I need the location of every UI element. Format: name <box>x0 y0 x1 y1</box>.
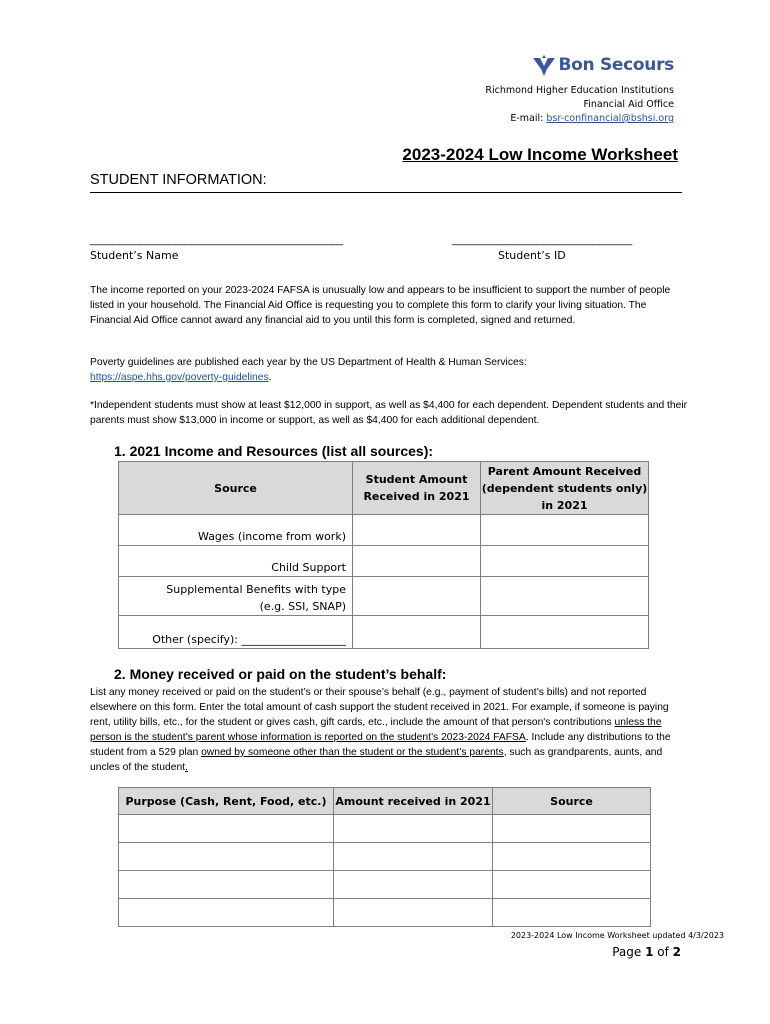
wages-label: Wages (income from work) <box>119 515 353 546</box>
amount-cell[interactable] <box>334 815 493 843</box>
wages-parent-cell[interactable] <box>481 515 649 546</box>
table-row <box>119 815 651 843</box>
page-of: of <box>653 945 673 959</box>
section2-underline-2: owned by someone other than the student or the student’s parents <box>201 747 504 758</box>
wages-student-cell[interactable] <box>353 515 481 546</box>
page-total: 2 <box>672 945 681 959</box>
child-support-parent-cell[interactable] <box>481 546 649 577</box>
other-student-cell[interactable] <box>353 616 481 649</box>
brand-name: Bon Secours <box>558 55 674 75</box>
student-id-line[interactable]: ________________________________ <box>452 234 632 246</box>
independent-paragraph: *Independent students must show at least $12,000 in support, as well as $4,400 for each dependent. Dependent students and their parents must show $13,000 in income or support, as well as $4,400 for each additional dependent. <box>90 400 688 426</box>
poverty-guidelines-link[interactable]: https://aspe.hhs.gov/poverty-guidelines <box>90 372 269 383</box>
purpose-cell[interactable] <box>119 871 334 899</box>
purpose-column-header: Purpose (Cash, Rent, Food, etc.) <box>119 788 334 815</box>
child-support-label: Child Support <box>119 546 353 577</box>
email-line <box>485 112 674 126</box>
source-cell[interactable] <box>493 871 651 899</box>
amount-cell[interactable] <box>334 843 493 871</box>
table-row <box>119 577 649 616</box>
section2-paragraph <box>90 685 690 775</box>
table-row <box>119 899 651 927</box>
email-link[interactable]: bsr-confinancial@bshsi.org <box>546 113 674 124</box>
footer-update-note: 2023-2024 Low Income Worksheet updated 4/3/2023 <box>510 931 724 940</box>
supplemental-parent-cell[interactable] <box>481 577 649 616</box>
student-info-heading: STUDENT INFORMATION: <box>90 172 267 188</box>
section2-heading: 2. Money received or paid on the student’s behalf: <box>114 666 447 682</box>
child-support-student-cell[interactable] <box>353 546 481 577</box>
bon-secours-logo <box>531 52 675 78</box>
source-cell[interactable] <box>493 843 651 871</box>
source-column-header: Source <box>119 462 353 515</box>
institution-name: Richmond Higher Education Institutions <box>485 85 674 96</box>
document-title: 2023-2024 Low Income Worksheet <box>402 145 678 164</box>
email-label: E-mail: <box>510 113 547 124</box>
purpose-cell[interactable] <box>119 843 334 871</box>
income-resources-table <box>118 461 649 649</box>
student-id-label: Student’s ID <box>498 249 566 262</box>
table-row <box>119 843 651 871</box>
office-name: Financial Aid Office <box>583 99 674 110</box>
other-parent-cell[interactable] <box>481 616 649 649</box>
amount-cell[interactable] <box>334 871 493 899</box>
poverty-paragraph <box>90 355 690 385</box>
purpose-cell[interactable] <box>119 815 334 843</box>
student-name-line[interactable]: _____________________________________________ <box>90 234 343 246</box>
source-cell[interactable] <box>493 815 651 843</box>
student-name-label: Student’s Name <box>90 249 179 262</box>
supplemental-benefits-label <box>119 577 353 616</box>
other-label[interactable]: Other (specify): ___________________ <box>119 616 353 649</box>
section2-underline-3: . <box>185 762 188 773</box>
money-received-table <box>118 787 651 927</box>
section1-heading: 1. 2021 Income and Resources (list all sources): <box>114 443 434 459</box>
table-row <box>119 616 649 649</box>
page-current: 1 <box>645 945 654 959</box>
page-word: Page <box>612 945 646 959</box>
page-number <box>612 945 681 959</box>
heading-divider <box>90 192 682 193</box>
source-cell[interactable] <box>493 899 651 927</box>
table-row <box>119 515 649 546</box>
supplemental-student-cell[interactable] <box>353 577 481 616</box>
bird-logo-icon <box>531 52 557 78</box>
student-amount-column-header: Student Amount Received in 2021 <box>353 462 481 515</box>
amount-cell[interactable] <box>334 899 493 927</box>
poverty-period: . <box>268 372 272 383</box>
source-column-header: Source <box>493 788 651 815</box>
section2-underline-1: unless the person is the student’s parent whose information is reported on the student’s 2023-2024 FAFSA <box>90 717 662 743</box>
supplemental-line1: Supplemental Benefits with type <box>166 583 346 596</box>
parent-amount-column-header: Parent Amount Received (dependent students only) in 2021 <box>481 462 649 515</box>
section2-text-1: List any money received or paid on the student’s or their spouse’s behalf (e.g., payment of student’s bills) and not reported elsewhere on this form. Enter the total amount of cash support the student received in 2021. For example, if someone is paying rent, utility bills, etc., for the student or gives cash, gift cards, etc., include the amount of that person's contributions <box>90 687 669 728</box>
table-row <box>119 546 649 577</box>
table-row <box>119 871 651 899</box>
section2-text-2: . Include any distributions to the student from a 529 plan <box>90 732 671 758</box>
section2-text-3: , such as grandparents, aunts, and uncles of the student <box>90 747 663 773</box>
intro-paragraph: The income reported on your 2023-2024 FAFSA is unusually low and appears to be insufficient to support the number of people listed in your household. The Financial Aid Office is requesting you to complete this form to clarify your living situation. The Financial Aid Office cannot award any financial aid to you until this form is completed, signed and returned. <box>90 285 671 326</box>
purpose-cell[interactable] <box>119 899 334 927</box>
office-header <box>485 84 674 126</box>
poverty-text: Poverty guidelines are published each year by the US Department of Health & Human Services: <box>90 357 527 368</box>
amount-column-header: Amount received in 2021 <box>334 788 493 815</box>
supplemental-line2: (e.g. SSI, SNAP) <box>259 600 346 613</box>
